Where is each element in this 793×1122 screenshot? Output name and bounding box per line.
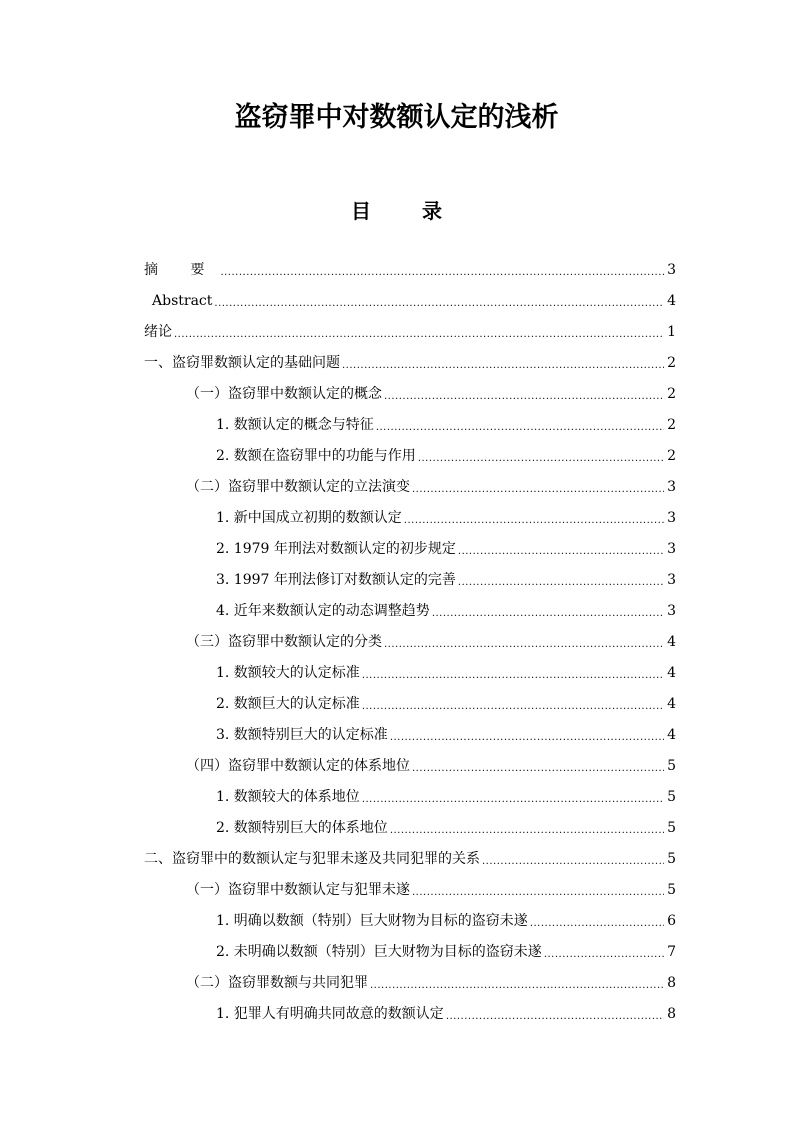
toc-page-number: 6: [667, 912, 676, 929]
toc-entry-introduction[interactable]: [0, 316, 676, 347]
toc-leader-dots: [220, 264, 664, 282]
toc-entry-text: 2. 数额巨大的认定标准: [216, 695, 360, 712]
toc-leader-dots: [376, 419, 664, 437]
toc-entry-subsection[interactable]: [0, 440, 676, 471]
toc-entry-text: （二）盗窃罪中数额认定的立法演变: [186, 478, 410, 495]
toc-entry-text: 1. 明确以数额（特别）巨大财物为目标的盗窃未遂: [216, 912, 528, 929]
toc-page-number: 8: [667, 1005, 676, 1022]
toc-entry-subsection[interactable]: [0, 998, 676, 1029]
toc-page-number: 2: [667, 447, 676, 464]
toc-leader-dots: [446, 1008, 664, 1026]
toc-entry-subsection[interactable]: [0, 595, 676, 626]
toc-entry-text: （一）盗窃罪中数额认定与犯罪未遂: [186, 881, 410, 898]
toc-entry-text: （四）盗窃罪中数额认定的体系地位: [186, 757, 410, 774]
toc-entry-subsection[interactable]: [0, 812, 676, 843]
toc-entry-section-1-1[interactable]: [0, 378, 676, 409]
toc-entry-text: 二、盗窃罪中的数额认定与犯罪未遂及共同犯罪的关系: [144, 850, 480, 867]
toc-page-number: 3: [667, 478, 676, 495]
toc-entry-section-1-3[interactable]: [0, 626, 676, 657]
toc-page-number: 5: [667, 819, 676, 836]
toc-page-number: 1: [667, 323, 676, 340]
toc-page-number: 8: [667, 974, 676, 991]
toc-entry-text: 3. 1997 年刑法修订对数额认定的完善: [216, 571, 456, 588]
toc-leader-dots: [418, 450, 664, 468]
toc-page-number: 5: [667, 850, 676, 867]
toc-page-number: 4: [667, 695, 676, 712]
toc-leader-dots: [404, 512, 664, 530]
toc-leader-dots: [390, 729, 664, 747]
toc-page-number: 2: [667, 354, 676, 371]
toc-entry-subsection[interactable]: [0, 564, 676, 595]
toc-entry-text: 1. 犯罪人有明确共同故意的数额认定: [216, 1005, 444, 1022]
toc-entry-chapter-1[interactable]: [0, 347, 676, 378]
toc-page-number: 4: [667, 664, 676, 681]
toc-leader-dots: [530, 915, 664, 933]
toc-leader-dots: [390, 822, 664, 840]
toc-entry-abstract-en[interactable]: [0, 285, 676, 316]
toc-entry-chapter-2[interactable]: [0, 843, 676, 874]
toc-page-number: 3: [667, 602, 676, 619]
toc-entry-text: 1. 新中国成立初期的数额认定: [216, 509, 402, 526]
toc-entry-text: （二）盗窃罪数额与共同犯罪: [186, 974, 368, 991]
toc-entry-text: （一）盗窃罪中数额认定的概念: [186, 385, 382, 402]
toc-entry-text: 1. 数额认定的概念与特征: [216, 416, 374, 433]
toc-leader-dots: [384, 636, 664, 654]
toc-leader-dots: [362, 698, 664, 716]
toc-heading: 目 录: [351, 199, 464, 223]
toc-entry-subsection[interactable]: [0, 688, 676, 719]
toc-entry-text: 2. 未明确以数额（特别）巨大财物为目标的盗窃未遂: [216, 943, 542, 960]
toc-leader-dots: [384, 388, 664, 406]
toc-page-number: 5: [667, 757, 676, 774]
toc-entry-subsection[interactable]: [0, 905, 676, 936]
toc-entry-section-2-1[interactable]: [0, 874, 676, 905]
toc-leader-dots: [214, 295, 664, 313]
table-of-contents: [0, 254, 793, 1029]
toc-entry-subsection[interactable]: [0, 936, 676, 967]
toc-entry-subsection[interactable]: [0, 409, 676, 440]
toc-leader-dots: [482, 853, 664, 871]
toc-page-number: 3: [667, 571, 676, 588]
toc-entry-section-1-4[interactable]: [0, 750, 676, 781]
toc-leader-dots: [342, 357, 664, 375]
toc-entry-text: （三）盗窃罪中数额认定的分类: [186, 633, 382, 650]
toc-entry-text: 摘 要: [144, 261, 219, 278]
toc-entry-section-2-2[interactable]: [0, 967, 676, 998]
document-title: 盗窃罪中对数额认定的浅析: [234, 102, 559, 133]
toc-page-number: 3: [667, 261, 676, 278]
toc-leader-dots: [458, 543, 664, 561]
toc-leader-dots: [432, 605, 664, 623]
toc-page-number: 4: [667, 633, 676, 650]
toc-entry-text: 3. 数额特别巨大的认定标准: [216, 726, 388, 743]
toc-entry-subsection[interactable]: [0, 533, 676, 564]
toc-leader-dots: [412, 760, 664, 778]
toc-entry-text: 2. 1979 年刑法对数额认定的初步规定: [216, 540, 456, 557]
toc-leader-dots: [412, 481, 664, 499]
toc-leader-dots: [544, 946, 664, 964]
toc-entry-text: 1. 数额较大的认定标准: [216, 664, 360, 681]
toc-page-number: 2: [667, 385, 676, 402]
toc-entry-subsection[interactable]: [0, 781, 676, 812]
toc-page-number: 2: [667, 416, 676, 433]
toc-entry-subsection[interactable]: [0, 719, 676, 750]
toc-entry-text: 绪论: [144, 323, 172, 340]
toc-page-number: 4: [667, 726, 676, 743]
toc-entry-text: 2. 数额特别巨大的体系地位: [216, 819, 388, 836]
toc-entry-subsection[interactable]: [0, 502, 676, 533]
toc-entry-text: 4. 近年来数额认定的动态调整趋势: [216, 602, 430, 619]
toc-entry-text: Abstract: [152, 292, 213, 309]
toc-leader-dots: [362, 667, 664, 685]
toc-page-number: 3: [667, 509, 676, 526]
toc-entry-text: 2. 数额在盗窃罪中的功能与作用: [216, 447, 416, 464]
toc-page-number: 4: [667, 292, 676, 309]
toc-leader-dots: [458, 574, 664, 592]
toc-entry-text: 1. 数额较大的体系地位: [216, 788, 360, 805]
toc-entry-abstract-cn[interactable]: [0, 254, 676, 285]
toc-entry-subsection[interactable]: [0, 657, 676, 688]
toc-page-number: 5: [667, 881, 676, 898]
toc-page-number: 5: [667, 788, 676, 805]
toc-entry-section-1-2[interactable]: [0, 471, 676, 502]
toc-leader-dots: [362, 791, 664, 809]
toc-leader-dots: [370, 977, 664, 995]
toc-page-number: 3: [667, 540, 676, 557]
toc-leader-dots: [412, 884, 664, 902]
toc-page-number: 7: [667, 943, 676, 960]
toc-leader-dots: [174, 326, 664, 344]
toc-entry-text: 一、盗窃罪数额认定的基础问题: [144, 354, 340, 371]
